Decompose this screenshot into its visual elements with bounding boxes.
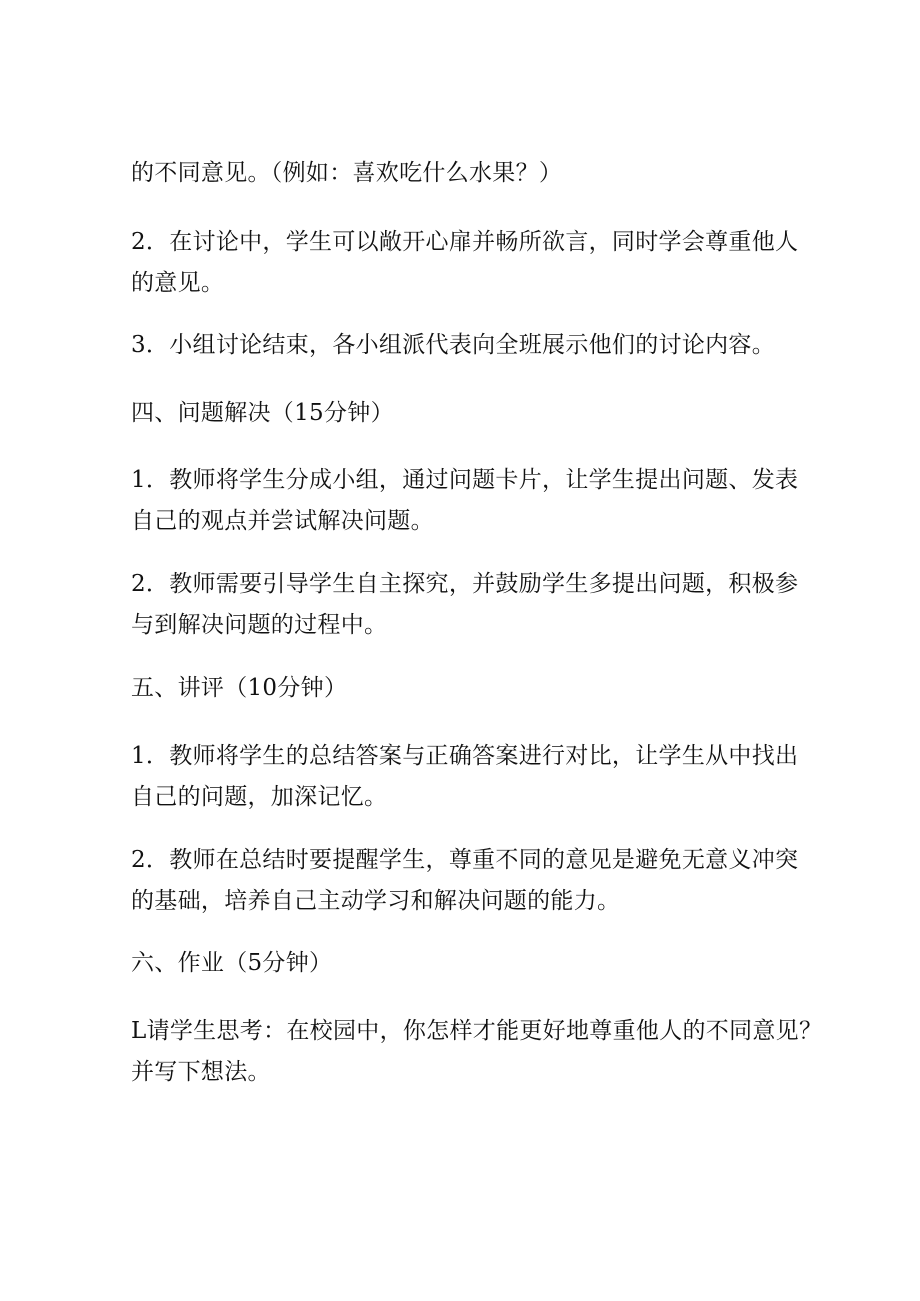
text-line: 的不同意见。（例如：喜欢吃什么水果？）	[131, 160, 563, 186]
text-line: 3．小组讨论结束，各小组派代表向全班展示他们的讨论内容。	[131, 332, 776, 358]
text-line: 1．教师将学生分成小组，通过问题卡片，让学生提出问题、发表	[131, 467, 799, 493]
heading-text: 四、问题解决（15分钟）	[131, 400, 394, 426]
heading-text: 五、讲评（10分钟）	[131, 675, 348, 701]
text-line: 自己的观点并尝试解决问题。	[131, 508, 434, 534]
paragraph-review-item-1	[131, 736, 799, 818]
text-line: L请学生思考：在校园中，你怎样才能更好地尊重他人的不同意见？	[131, 1018, 823, 1044]
section-heading-homework	[131, 943, 796, 984]
text-line: 2．教师需要引导学生自主探究，并鼓励学生多提出问题，积极参	[131, 571, 799, 597]
text-line: 的基础，培养自己主动学习和解决问题的能力。	[131, 888, 621, 914]
section-heading-review	[131, 668, 796, 709]
heading-text: 六、作业（5分钟）	[131, 950, 333, 976]
paragraph-problem-item-1	[131, 460, 799, 542]
section-heading-problem-solving	[131, 393, 796, 434]
text-line: 的意见。	[131, 270, 225, 296]
text-line: 与到解决问题的过程中。	[131, 612, 388, 638]
paragraph-intro-continued	[131, 153, 796, 194]
paragraph-discussion-item-3	[131, 325, 796, 366]
paragraph-review-item-2	[131, 840, 799, 922]
text-line: 并写下想法。	[131, 1059, 271, 1085]
text-line: 自己的问题，加深记忆。	[131, 784, 388, 810]
text-line: 2．教师在总结时要提醒学生，尊重不同的意见是避免无意义冲突	[131, 847, 799, 873]
text-line: 2．在讨论中，学生可以敞开心扉并畅所欲言，同时学会尊重他人	[131, 229, 799, 255]
paragraph-problem-item-2	[131, 564, 799, 646]
text-line: 1．教师将学生的总结答案与正确答案进行对比，让学生从中找出	[131, 743, 799, 769]
paragraph-discussion-item-2	[131, 222, 799, 304]
paragraph-homework-item-1	[131, 1011, 823, 1093]
